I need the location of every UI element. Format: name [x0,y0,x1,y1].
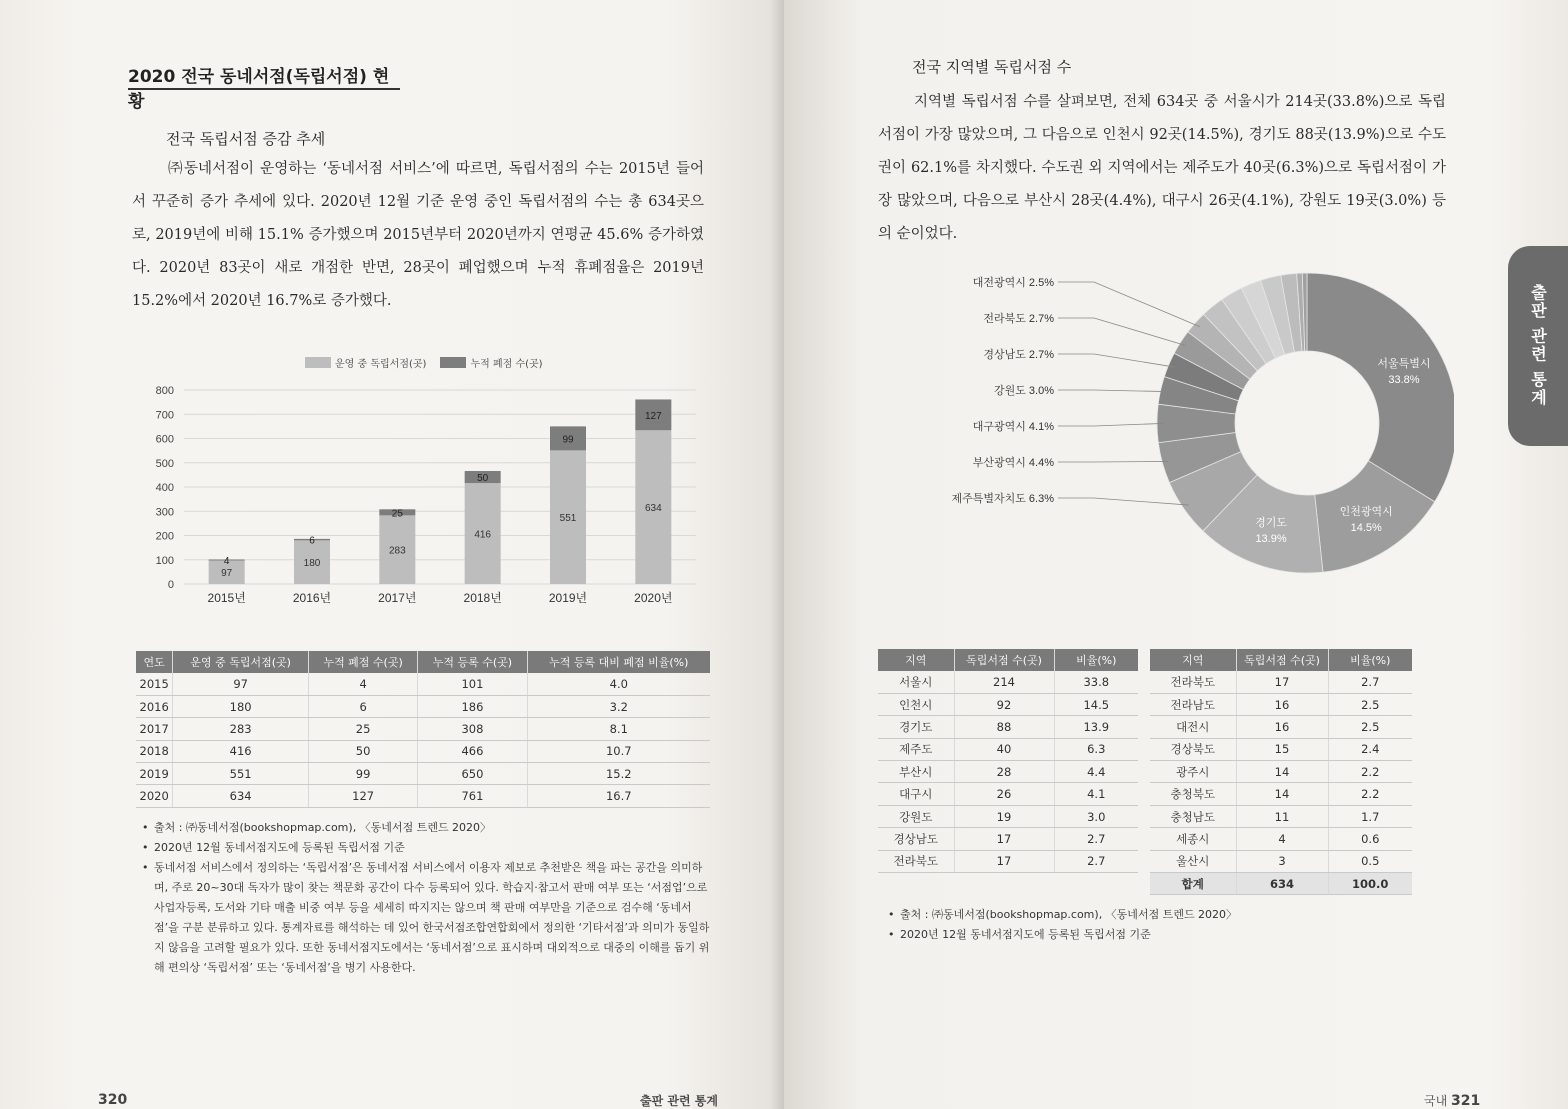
table-row [878,716,1138,738]
slice-label-external: 부산광역시 4.4% [972,457,1054,469]
table-cell: 3.2 [527,695,710,717]
table-cell: 2.7 [1054,828,1138,850]
data-label-closed: 127 [644,410,662,422]
table-row [878,693,1138,715]
table-cell: 서울시 [878,671,954,693]
table-row [136,785,710,807]
table-cell: 26 [954,783,1054,805]
table-cell: 강원도 [878,805,954,827]
table-row [878,761,1138,783]
table-cell: 부산시 [878,761,954,783]
table-cell: 울산시 [1150,850,1236,872]
region-paragraph-text: 지역별 독립서점 수를 살펴보면, 전체 634곳 중 서울시가 214곳(33.8%)으로 독립서점이 가장 많았으며, 그 다음으로 인천시 92곳(14.5%), 경기도 88곳(13.9%)으로 수도권이 62.1%를 차지했다. 수도권 외 지역에서는 제주도가 40곳(6.3%)으로 독립서점이 가장 많았으며, 다음으로 부산시 28곳(4.4%), 대구시 26곳(4.1%), 강원도 19곳(3.0%) 등의 순이었다. [878,94,1446,242]
leader-line [1058,461,1168,462]
y-tick-label: 500 [155,457,174,470]
table-row [1150,850,1412,872]
rt2-header-cell: 비율(%) [1328,649,1412,671]
table-row [1150,671,1412,693]
footer-right [1424,1092,1480,1109]
legend-item-closed [440,355,542,370]
table-cell: 전라남도 [1150,693,1236,715]
table-row [136,718,710,740]
table-row [1150,738,1412,760]
footer-title: 출판 관련 통계 [640,1094,718,1108]
table-total-cell: 100.0 [1328,873,1412,895]
legend-label-closed: 누적 폐점 수(곳) [470,359,543,370]
table-cell: 전라북도 [1150,671,1236,693]
lt-header-cell: 운영 중 독립서점(곳) [173,651,309,673]
note-item: • 출처 : ㈜동네서점(bookshopmap.com), 〈동네서점 트렌드 2020〉 [888,905,1388,925]
table-cell: 16 [1236,693,1328,715]
table-cell: 40 [954,738,1054,760]
region-table-left [878,649,1138,873]
table-cell: 28 [954,761,1054,783]
table-cell: 15 [1236,738,1328,760]
note-item: • 2020년 12월 동네서점지도에 등록된 독립서점 기준 [888,925,1388,945]
table-row [1150,805,1412,827]
table-cell: 186 [418,695,527,717]
leader-line [1058,390,1166,392]
table-cell: 2.2 [1328,783,1412,805]
table-cell: 180 [173,695,309,717]
slice-value: 14.5% [1350,521,1382,534]
table-cell: 14 [1236,761,1328,783]
table-row [878,783,1138,805]
table-cell: 2.2 [1328,761,1412,783]
footer-left [98,1092,127,1108]
slice-label-external: 대전광역시 2.5% [972,277,1054,289]
lt-header-cell: 누적 등록 수(곳) [418,651,527,673]
table-cell: 92 [954,693,1054,715]
table-row [1150,693,1412,715]
x-tick-label: 2019년 [548,591,588,603]
table-cell: 2020 [136,785,173,807]
table-cell: 634 [173,785,309,807]
slice-label-external: 전라북도 2.7% [983,313,1054,325]
legend-label-open: 운영 중 독립서점(곳) [335,359,427,370]
table-cell: 0.5 [1328,850,1412,872]
table-cell: 14 [1236,783,1328,805]
table-cell: 466 [418,740,527,762]
y-tick-label: 600 [155,433,174,446]
slice-label: 서울특별시 [1377,357,1431,370]
x-tick-label: 2017년 [378,591,417,603]
slice-label-external: 대구광역시 4.1% [972,421,1054,433]
leader-line [1058,498,1189,505]
rt2-header-cell: 독립서점 수(곳) [1236,649,1328,671]
table-cell: 127 [308,785,417,807]
trend-notes [142,818,714,978]
footer-label: 국내 [1424,1094,1448,1108]
table-cell: 11 [1236,805,1328,827]
table-cell: 2.5 [1328,716,1412,738]
y-tick-label: 100 [155,554,174,567]
table-cell: 283 [173,718,309,740]
x-tick-label: 2016년 [292,591,332,603]
data-label-open: 634 [644,503,662,515]
table-cell: 17 [954,850,1054,872]
table-cell: 2016 [136,695,173,717]
slice-value: 13.9% [1255,533,1287,546]
table-cell: 2017 [136,718,173,740]
table-row [878,671,1138,693]
table-total-cell: 합계 [1150,873,1236,895]
donut-slice [1307,273,1454,502]
note-item: • 출처 : ㈜동네서점(bookshopmap.com), 〈동네서점 트렌드 2020〉 [142,818,714,838]
data-label-open: 416 [474,529,492,541]
y-tick-label: 300 [155,506,174,519]
table-cell: 경상북도 [1150,738,1236,760]
table-cell: 101 [418,673,527,695]
y-tick-label: 400 [155,482,174,494]
table-cell: 2015 [136,673,173,695]
page-number-left: 320 [98,1092,128,1108]
table-row [1150,761,1412,783]
trend-paragraph-text: ㈜동네서점이 운영하는 ‘동네서점 서비스’에 따르면, 독립서점의 수는 2015년 들어서 꾸준히 증가 추세에 있다. 2020년 12월 기준 운영 중인 독립서점의 수는 총 634곳으로, 2019년에 비해 15.1% 증가했으며 2015년부터 2020년까지 연평균 45.6% 증가하였다. 2020년 83곳이 새로 개점한 반면, 28곳이 폐업했으며 누적 휴폐점율은 2019년 15.2%에서 2020년 16.7%로 증가했다. [132,161,704,309]
table-cell: 551 [173,763,309,785]
table-cell: 인천시 [878,693,954,715]
table-cell: 세종시 [1150,828,1236,850]
leader-line [1058,282,1200,327]
rt1-header-cell: 독립서점 수(곳) [954,649,1054,671]
table-total-row [1150,873,1412,895]
table-cell: 19 [954,805,1054,827]
subhead-region: 전국 지역별 독립서점 수 [912,58,1072,76]
data-label-closed: 99 [562,434,574,446]
table-cell: 0.6 [1328,828,1412,850]
table-cell: 761 [418,785,527,807]
trend-table [136,651,710,808]
table-cell: 25 [308,718,417,740]
table-cell: 4.4 [1054,761,1138,783]
x-tick-label: 2020년 [634,591,673,603]
table-row [136,763,710,785]
slice-value: 33.8% [1388,373,1420,386]
table-cell: 2.7 [1328,671,1412,693]
table-row [878,828,1138,850]
table-row [1150,783,1412,805]
table-cell: 8.1 [527,718,710,740]
table-cell: 1.7 [1328,805,1412,827]
x-tick-label: 2015년 [207,591,246,603]
donut-chart [934,268,1454,578]
table-cell: 2018 [136,740,173,762]
table-cell: 4 [1236,828,1328,850]
data-label-closed: 25 [391,508,403,520]
table-cell: 충청남도 [1150,805,1236,827]
table-cell: 3 [1236,850,1328,872]
slice-label-external: 경상남도 2.7% [983,349,1054,361]
table-cell: 33.8 [1054,671,1138,693]
table-cell: 2.5 [1328,693,1412,715]
y-tick-label: 0 [167,579,174,591]
legend-item-open [305,355,426,370]
data-label-open: 551 [559,513,577,525]
rt2-header-cell: 지역 [1150,649,1236,671]
table-cell: 50 [308,740,417,762]
region-table-right [1150,649,1412,895]
table-cell: 88 [954,716,1054,738]
slice-label-external: 제주특별자치도 6.3% [951,493,1054,505]
data-label-open: 180 [303,558,321,570]
lt-header-cell: 연도 [136,651,173,673]
slice-label-external: 강원도 3.0% [993,385,1054,397]
table-cell: 경상남도 [878,828,954,850]
table-cell: 416 [173,740,309,762]
leader-line [1058,423,1163,426]
table-cell: 대구시 [878,783,954,805]
leader-line [1058,318,1186,345]
right-page [784,0,1568,1109]
trend-paragraph [132,153,704,318]
chapter-side-tab[interactable] [1508,246,1568,446]
table-cell: 2.4 [1328,738,1412,760]
note-item: • 동네서점 서비스에서 정의하는 ‘독립서점’은 동네서점 서비스에서 이용자 제보로 추천받은 책을 파는 공간을 의미하며, 주로 20~30대 독자가 많이 찾는 책문화 공간이 다수 등록되어 있다. 학습지·참고서 판매 여부 또는 ‘서점업’으로 사업자등록, 도서와 기타 매출 비중 여부 등을 세세히 따지지는 않으며 책 판매 여부만을 기준으로 검수해 ‘동네서점’을 구분 분류하고 있다. 통계자료를 해석하는 데 있어 한국서점조합연합회에서 정의한 ‘기타서점’과 의미가 동일하지 않음을 고려할 필요가 있다. 또한 동네서점지도에서는 ‘동네서점’으로 표시하며 대외적으로 대중의 이해를 돕기 위해 편의상 ‘독립서점’ 또는 ‘동네서점’을 병기 사용한다. [142,858,714,978]
table-cell: 전라북도 [878,850,954,872]
table-cell: 경기도 [878,716,954,738]
section-title: 2020 전국 동네서점(독립서점) 현황 [128,56,400,90]
table-cell: 17 [1236,671,1328,693]
table-cell: 4.1 [1054,783,1138,805]
table-cell: 2.7 [1054,850,1138,872]
table-cell: 대전시 [1150,716,1236,738]
slice-label: 인천광역시 [1339,505,1393,518]
region-paragraph [878,86,1446,251]
legend-swatch-closed [440,357,466,368]
table-cell: 17 [954,828,1054,850]
slice-label: 경기도 [1255,517,1287,530]
lt-header-cell: 누적 폐점 수(곳) [308,651,417,673]
y-tick-label: 700 [155,409,174,422]
table-cell: 6 [308,695,417,717]
note-item: • 2020년 12월 동네서점지도에 등록된 독립서점 기준 [142,838,714,858]
leader-line [1058,354,1174,367]
table-row [1150,716,1412,738]
table-cell: 4.0 [527,673,710,695]
data-label-open: 97 [221,568,233,580]
data-label-closed: 6 [309,535,315,547]
table-cell: 2019 [136,763,173,785]
y-tick-label: 800 [155,385,174,397]
side-tab-label: 출판 관련 통계 [1528,284,1548,408]
table-cell: 15.2 [527,763,710,785]
table-cell: 13.9 [1054,716,1138,738]
legend-swatch-open [305,357,331,368]
table-row [878,805,1138,827]
bar-legend [305,355,543,370]
table-cell: 6.3 [1054,738,1138,760]
table-cell: 제주도 [878,738,954,760]
table-row [136,740,710,762]
rt1-header-cell: 비율(%) [1054,649,1138,671]
table-cell: 97 [173,673,309,695]
table-cell: 충청북도 [1150,783,1236,805]
region-notes [888,905,1388,945]
x-tick-label: 2018년 [463,591,502,603]
data-label-open: 283 [388,545,406,557]
table-cell: 16 [1236,716,1328,738]
data-label-closed: 4 [223,555,230,567]
data-label-closed: 50 [477,473,489,485]
table-cell: 10.7 [527,740,710,762]
table-cell: 308 [418,718,527,740]
table-cell: 광주시 [1150,761,1236,783]
table-row [878,738,1138,760]
lt-header-cell: 누적 등록 대비 폐점 비율(%) [527,651,710,673]
table-cell: 650 [418,763,527,785]
table-cell: 3.0 [1054,805,1138,827]
table-row [136,673,710,695]
table-cell: 214 [954,671,1054,693]
y-tick-label: 200 [155,530,174,543]
page-number-right: 321 [1451,1093,1481,1109]
table-total-cell: 634 [1236,873,1328,895]
table-row [1150,828,1412,850]
table-cell: 99 [308,763,417,785]
bar-chart [140,378,710,603]
table-cell: 4 [308,673,417,695]
table-row [136,695,710,717]
table-cell: 16.7 [527,785,710,807]
table-row [878,850,1138,872]
table-cell: 14.5 [1054,693,1138,715]
subhead-trend: 전국 독립서점 증감 추세 [166,130,326,148]
rt1-header-cell: 지역 [878,649,954,671]
